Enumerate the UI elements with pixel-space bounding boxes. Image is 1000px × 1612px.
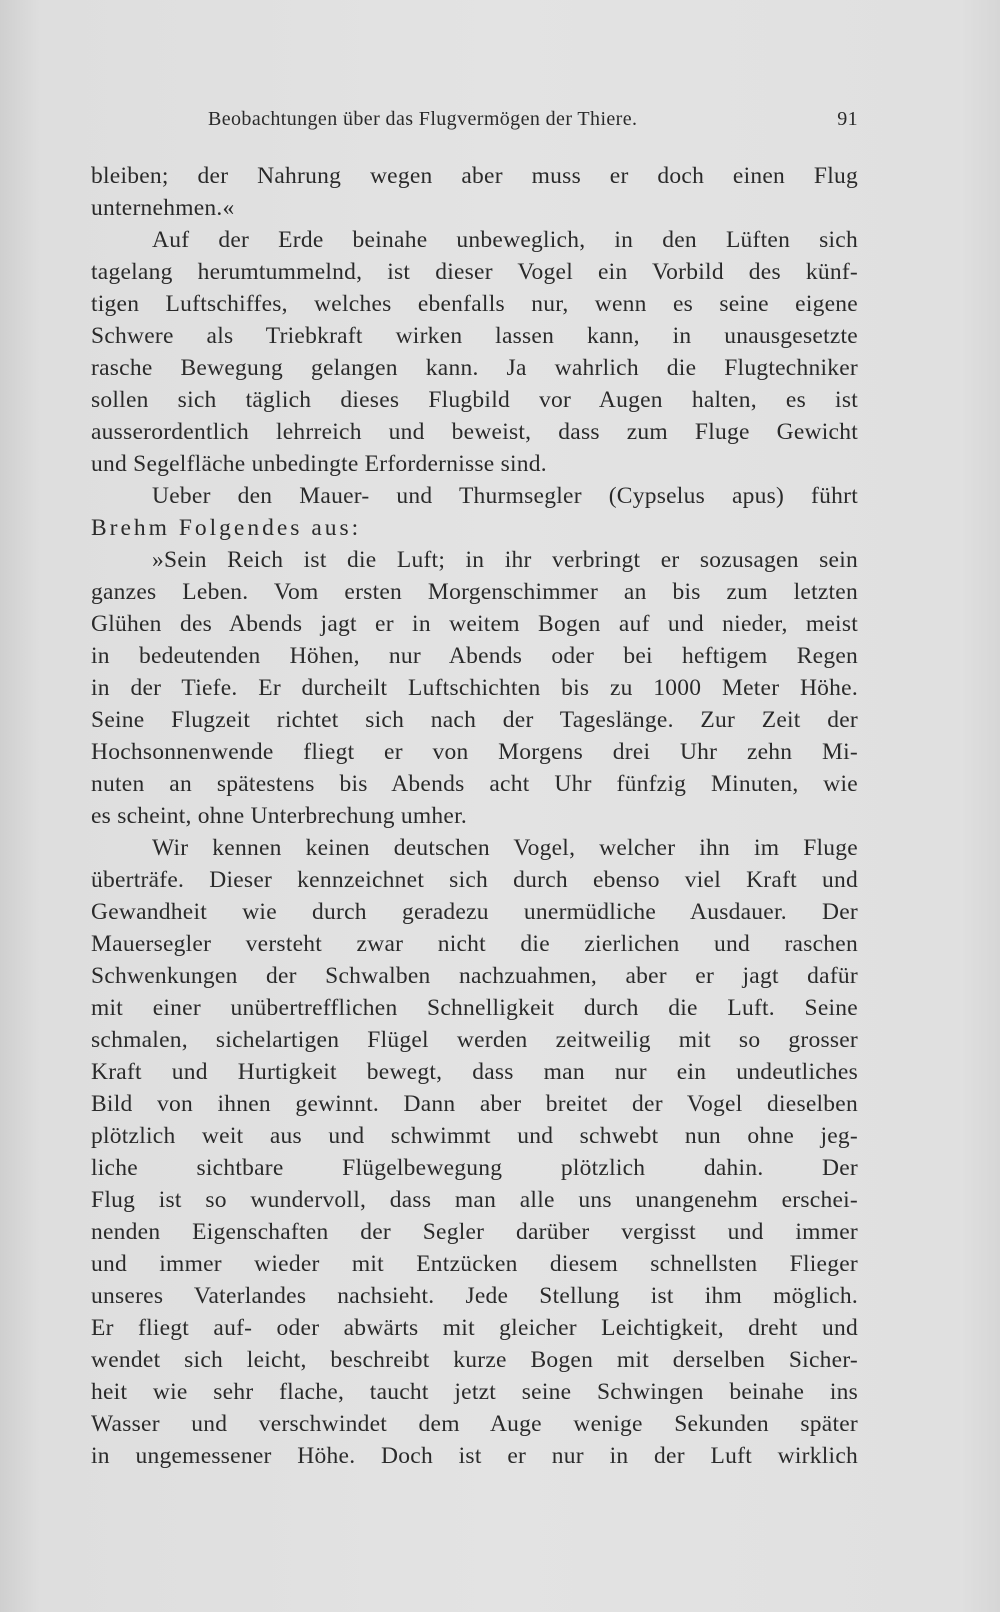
text-line: schmalen, sichelartigen Flügel werden zeitweilig mit so grosser <box>91 1027 858 1053</box>
text-line: Wasser und verschwindet dem Auge wenige Sekunden später <box>91 1411 858 1437</box>
text-line: tigen Luftschiffes, welches ebenfalls nur, wenn es seine eigene <box>91 291 858 317</box>
text-line: ausserordentlich lehrreich und beweist, dass zum Fluge Gewicht <box>91 419 858 445</box>
text-line: nuten an spätestens bis Abends acht Uhr fünfzig Minuten, wie <box>91 771 858 797</box>
text-line: in der Tiefe. Er durcheilt Luftschichten bis zu 1000 Meter Höhe. <box>91 675 858 701</box>
text-line: bleiben; der Nahrung wegen aber muss er doch einen Flug <box>91 163 858 189</box>
text-line: unternehmen.« <box>91 195 235 221</box>
page-header <box>208 108 858 138</box>
body-text <box>91 160 858 1472</box>
text-line: ganzes Leben. Vom ersten Morgenschimmer an bis zum letzten <box>91 579 858 605</box>
text-line: nenden Eigenschaften der Segler darüber vergisst und immer <box>91 1219 858 1245</box>
text-line: »Sein Reich ist die Luft; in ihr verbringt er sozusagen sein <box>152 547 858 573</box>
page-number: 91 <box>837 108 858 130</box>
text-line: Mauersegler versteht zwar nicht die zierlichen und raschen <box>91 931 858 957</box>
text-line: Wir kennen keinen deutschen Vogel, welcher ihn im Fluge <box>152 835 858 861</box>
text-line: in ungemessener Höhe. Doch ist er nur in der Luft wirklich <box>91 1443 858 1469</box>
text-line: überträfe. Dieser kennzeichnet sich durch ebenso viel Kraft und <box>91 867 858 893</box>
text-line: und immer wieder mit Entzücken diesem schnellsten Flieger <box>91 1251 858 1277</box>
text-line: liche sichtbare Flügelbewegung plötzlich dahin. Der <box>91 1155 858 1181</box>
text-line: Glühen des Abends jagt er in weitem Bogen auf und nieder, meist <box>91 611 858 637</box>
text-line: es scheint, ohne Unterbrechung umher. <box>91 803 468 829</box>
text-line: sollen sich täglich dieses Flugbild vor Augen halten, es ist <box>91 387 858 413</box>
text-line: Ueber den Mauer- und Thurmsegler (Cypselus apus) führt <box>152 483 858 509</box>
text-line: Brehm Folgendes aus: <box>91 515 362 541</box>
text-line: Bild von ihnen gewinnt. Dann aber breitet der Vogel dieselben <box>91 1091 858 1117</box>
running-title: Beobachtungen über das Flugvermögen der Thiere. <box>208 108 638 130</box>
text-line: tagelang herumtummelnd, ist dieser Vogel ein Vorbild des künf- <box>91 259 858 285</box>
text-line: in bedeutenden Höhen, nur Abends oder bei heftigem Regen <box>91 643 858 669</box>
text-line: heit wie sehr flache, taucht jetzt seine Schwingen beinahe ins <box>91 1379 858 1405</box>
text-line: Schwenkungen der Schwalben nachzuahmen, aber er jagt dafür <box>91 963 858 989</box>
text-line: Er fliegt auf- oder abwärts mit gleicher Leichtigkeit, dreht und <box>91 1315 858 1341</box>
text-line: mit einer unübertrefflichen Schnelligkeit durch die Luft. Seine <box>91 995 858 1021</box>
text-line: Hochsonnenwende fliegt er von Morgens drei Uhr zehn Mi- <box>91 739 858 765</box>
text-line: plötzlich weit aus und schwimmt und schwebt nun ohne jeg- <box>91 1123 858 1149</box>
text-line: Seine Flugzeit richtet sich nach der Tageslänge. Zur Zeit der <box>91 707 858 733</box>
text-line: Flug ist so wundervoll, dass man alle uns unangenehm erschei- <box>91 1187 858 1213</box>
text-line: unseres Vaterlandes nachsieht. Jede Stellung ist ihm möglich. <box>91 1283 858 1309</box>
text-line: Schwere als Triebkraft wirken lassen kann, in unausgesetzte <box>91 323 858 349</box>
text-line: Gewandheit wie durch geradezu unermüdliche Ausdauer. Der <box>91 899 858 925</box>
text-line: rasche Bewegung gelangen kann. Ja wahrlich die Flugtechniker <box>91 355 858 381</box>
text-line: Auf der Erde beinahe unbeweglich, in den Lüften sich <box>152 227 858 253</box>
text-line: wendet sich leicht, beschreibt kurze Bogen mit derselben Sicher- <box>91 1347 858 1373</box>
text-line: Kraft und Hurtigkeit bewegt, dass man nur ein undeutliches <box>91 1059 858 1085</box>
text-line: und Segelfläche unbedingte Erfordernisse sind. <box>91 451 547 477</box>
